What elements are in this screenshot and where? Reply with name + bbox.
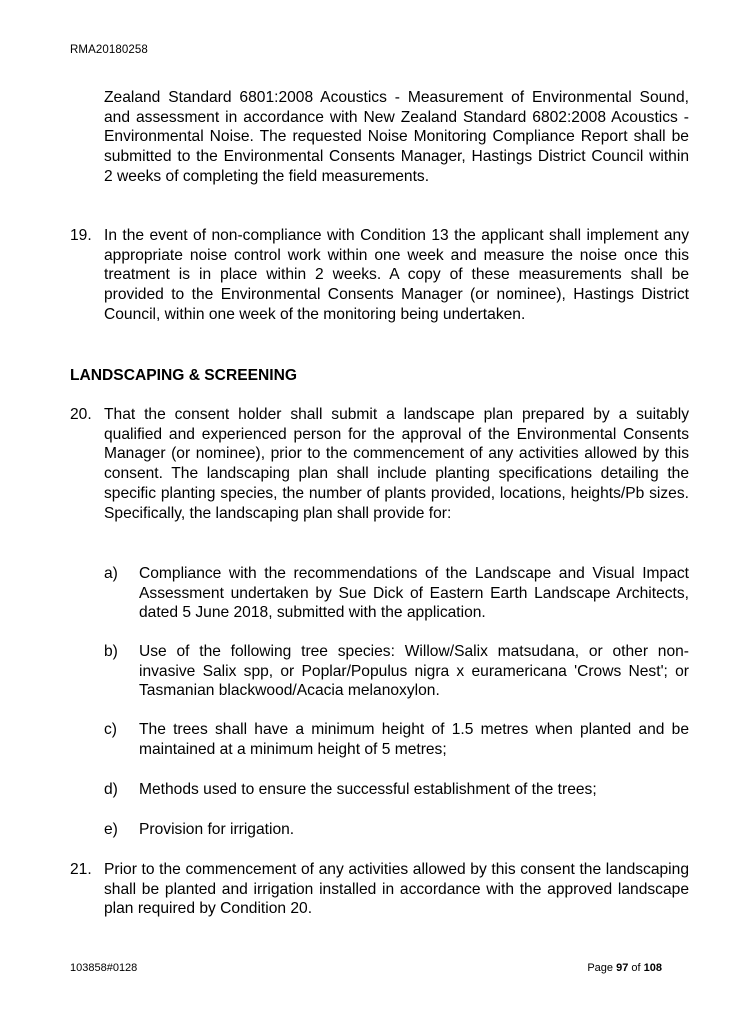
condition-text: That the consent holder shall submit a landscape plan prepared by a suitably qualified and experienced person for the approval of the Environmental Consents Manager (or nominee), prior to the commencement of any activities allowed by this consent. The landscaping plan shall include planting specifications detailing the specific planting species, the number of plants provided, locations, heights/Pb sizes. Specifically, the landscaping plan shall provide for: [104, 406, 689, 522]
item-text: The trees shall have a minimum height of 1.5 metres when planted and be maintained at a minimum height of 5 metres; [139, 721, 689, 758]
condition-20-item-d [104, 780, 689, 800]
page-of: of [628, 962, 644, 974]
condition-20-item-b [104, 642, 689, 701]
footer-page-number [587, 962, 662, 974]
condition-number: 19. [70, 227, 92, 244]
footer-document-id: 103858#0128 [70, 962, 138, 974]
document-reference: RMA20180258 [70, 44, 148, 56]
page-prefix: Page [587, 962, 617, 974]
item-letter: b) [104, 643, 118, 660]
item-text: Provision for irrigation. [139, 821, 295, 838]
condition-20-item-a [104, 564, 689, 623]
condition-20-item-e [104, 820, 689, 840]
item-text: Compliance with the recommendations of the Landscape and Visual Impact Assessment undertaken by Sue Dick of Eastern Earth Landscape Architects, dated 5 June 2018, submitted with the application. [139, 565, 689, 622]
item-letter: e) [104, 821, 118, 838]
item-text: Methods used to ensure the successful establishment of the trees; [139, 781, 597, 798]
condition-text: Prior to the commencement of any activities allowed by this consent the landscaping shall be planted and irrigation installed in accordance with the approved landscape plan required by Condition 20. [104, 861, 689, 918]
condition-20 [70, 405, 689, 523]
condition-21 [70, 860, 689, 919]
page-current: 97 [616, 962, 629, 974]
condition-19 [70, 226, 689, 325]
page-total: 108 [643, 962, 662, 974]
condition-number: 20. [70, 406, 92, 423]
section-heading: LANDSCAPING & SCREENING [70, 367, 297, 384]
item-letter: c) [104, 721, 117, 738]
condition-20-item-c [104, 720, 689, 759]
item-text: Use of the following tree species: Willow/Salix matsudana, or other non-invasive Salix spp, or Poplar/Populus nigra x euramericana 'Crows Nest'; or Tasmanian blackwood/Acacia melanoxylon. [139, 643, 689, 700]
condition-number: 21. [70, 861, 92, 878]
item-letter: d) [104, 781, 118, 798]
continuation-paragraph: Zealand Standard 6801:2008 Acoustics - Measurement of Environmental Sound, and assessment in accordance with New Zealand Standard 6802:2008 Acoustics - Environmental Noise. The requested Noise Monitoring Compliance Report shall be submitted to the Environmental Consents Manager, Hastings District Council within 2 weeks of completing the field measurements. [104, 89, 689, 185]
condition-text: In the event of non-compliance with Condition 13 the applicant shall implement any appropriate noise control work within one week and measure the noise once this treatment is in place within 2 weeks. A copy of these measurements shall be provided to the Environmental Consents Manager (or nominee), Hastings District Council, within one week of the monitoring being undertaken. [104, 227, 689, 323]
item-letter: a) [104, 565, 118, 582]
